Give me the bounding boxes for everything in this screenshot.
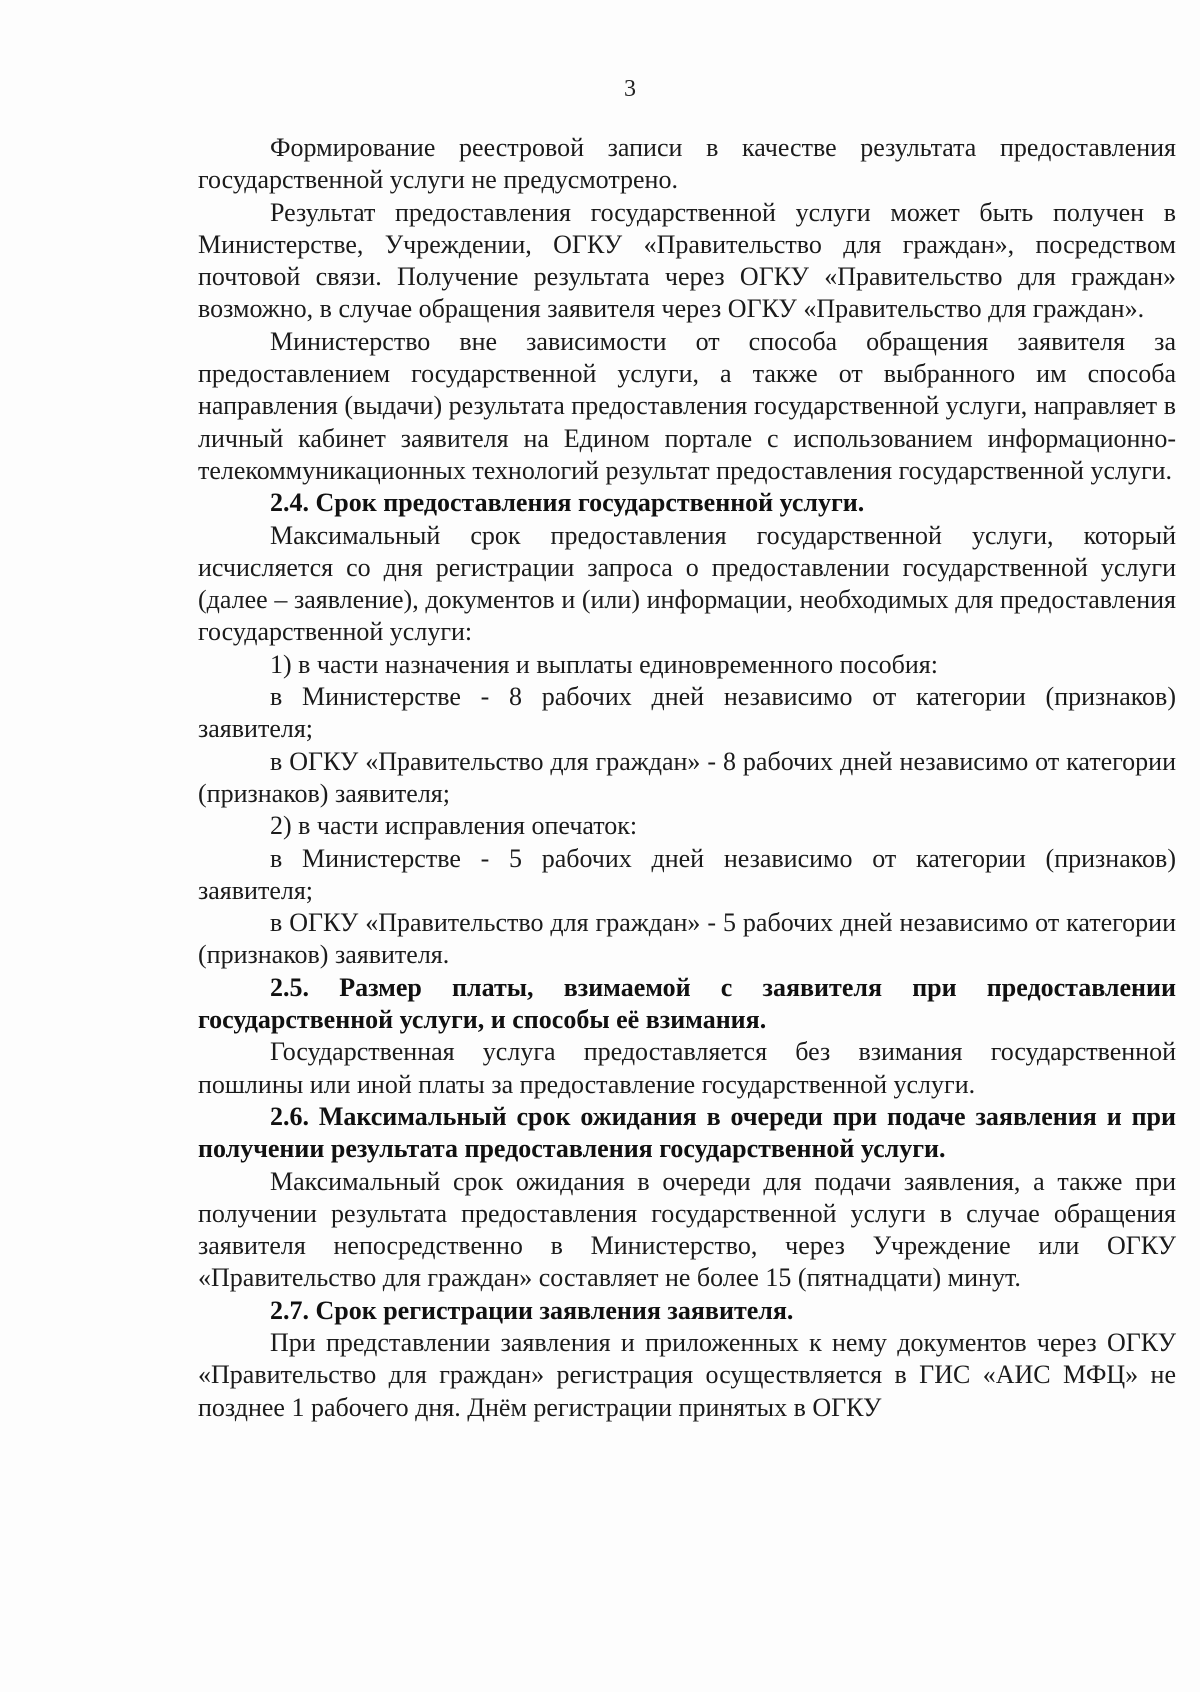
paragraph: Министерство вне зависимости от способа обращения заявителя за предоставлением государственной услуги, а также от выбранного им способа направления (выдачи) результата предоставления государственной услуги, направляет в личный кабинет заявителя на Едином портале с использованием информационно-телекоммуникационных технологий результат предоставления государственной услуги. xyxy=(198,326,1176,485)
paragraph: в ОГКУ «Правительство для граждан» - 8 рабочих дней независимо от категории (признаков) заявителя; xyxy=(198,746,1176,808)
paragraph: в Министерстве - 5 рабочих дней независимо от категории (признаков) заявителя; xyxy=(198,843,1176,905)
paragraph: в ОГКУ «Правительство для граждан» - 5 рабочих дней независимо от категории (признаков) заявителя. xyxy=(198,908,1176,970)
paragraph: в Министерстве - 8 рабочих дней независимо от категории (признаков) заявителя; xyxy=(198,682,1176,744)
paragraph: Государственная услуга предоставляется без взимания государственной пошлины или иной платы за предоставление государственной услуги. xyxy=(198,1037,1176,1099)
section-heading: 2.6. Максимальный срок ожидания в очереди при подаче заявления и при получении результата предоставления государственной услуги. xyxy=(198,1101,1176,1164)
document-body xyxy=(198,132,1176,1424)
paragraph: Результат предоставления государственной услуги может быть получен в Министерстве, Учреждении, ОГКУ «Правительство для граждан», посредством почтовой связи. Получение результата через ОГКУ «Правительство для граждан» возможно, в случае обращения заявителя через ОГКУ «Правительство для граждан». xyxy=(198,197,1176,324)
paragraph: Максимальный срок ожидания в очереди для подачи заявления, а также при получении результата предоставления государственной услуги в случае обращения заявителя непосредственно в Министерство, через Учреждение или ОГКУ «Правительство для граждан» составляет не более 15 (пятнадцати) минут. xyxy=(198,1166,1176,1293)
section-heading: 2.5. Размер платы, взимаемой с заявителя при предоставлении государственной услуги, и способы её взимания. xyxy=(198,972,1176,1035)
section-heading: 2.4. Срок предоставления государственной услуги. xyxy=(270,488,865,518)
paragraph: Максимальный срок предоставления государственной услуги, который исчисляется со дня регистрации запроса о предоставлении государственной услуги (далее – заявление), документов и (или) информации, необходимых для предоставления государственной услуги: xyxy=(198,520,1176,647)
page-number: 3 xyxy=(624,76,636,102)
paragraph: 1) в части назначения и выплаты единовременного пособия: xyxy=(270,649,938,679)
section-heading: 2.7. Срок регистрации заявления заявителя. xyxy=(270,1295,794,1325)
paragraph: При представлении заявления и приложенных к нему документов через ОГКУ «Правительство для граждан» регистрация осуществляется в ГИС «АИС МФЦ» не позднее 1 рабочего дня. Днём регистрации принятых в ОГКУ xyxy=(198,1327,1176,1422)
paragraph: 2) в части исправления опечаток: xyxy=(270,811,638,841)
paragraph: Формирование реестровой записи в качестве результата предоставления государственной услуги не предусмотрено. xyxy=(198,133,1176,195)
